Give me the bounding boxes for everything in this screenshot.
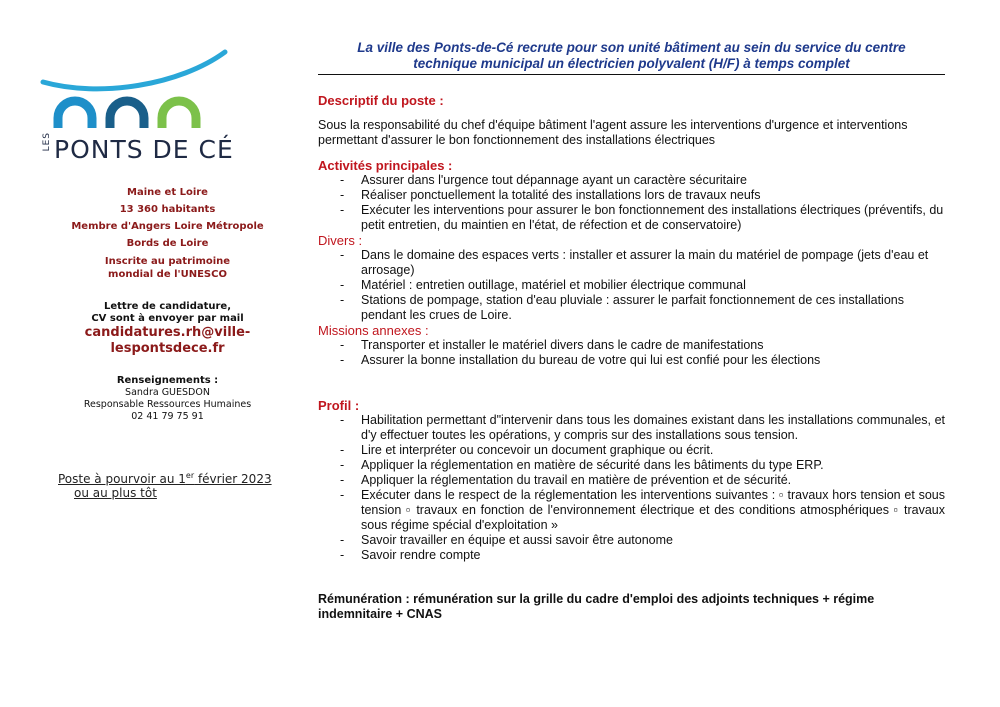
profil-list <box>318 413 945 563</box>
logo-les-text: LES <box>42 132 52 152</box>
divers-list <box>318 248 945 323</box>
list-item: - Appliquer la réglementation en matière de sécurité dans les bâtiments du type ERP. <box>318 458 945 473</box>
page-title <box>318 40 945 75</box>
info-line: 13 360 habitants <box>119 204 216 215</box>
list-item: - Assurer dans l'urgence tout dépannage ayant un caractère sécuritaire <box>318 173 945 188</box>
list-item: - Matériel : entretien outillage, matériel et mobilier électrique communal <box>318 278 945 293</box>
contact-phone: 02 41 79 75 91 <box>131 411 204 422</box>
start-date-sup: er <box>185 471 195 480</box>
list-item: - Habilitation permettant d"intervenir dans tous les domaines existant dans les installations communales, et d'y effectuer toutes les opérations, y compris sur des installations sous tension. <box>318 413 945 443</box>
unesco-line: Inscrite au patrimoine <box>104 256 231 267</box>
start-date-line2: ou au plus tôt <box>74 486 157 500</box>
list-item: - Transporter et installer le matériel divers dans le cadre de manifestations <box>318 338 945 353</box>
list-item: - Dans le domaine des espaces verts : installer et assurer la main du matériel de pompage (jets d'eau et arrosage) <box>318 248 945 278</box>
contact-heading: Renseignements : <box>116 375 219 386</box>
section-heading-profil: Profil : <box>318 398 360 413</box>
missions-list <box>318 338 945 368</box>
section-heading-descriptif: Descriptif du poste : <box>318 93 444 108</box>
unesco-line: mondial de l'UNESCO <box>108 269 227 280</box>
list-item: - Appliquer la réglementation du travail en matière de prévention et de sécurité. <box>318 473 945 488</box>
info-line: Maine et Loire <box>127 187 208 198</box>
city-info <box>40 184 295 423</box>
info-line: Membre d'Angers Loire Métropole <box>71 221 264 232</box>
activites-list <box>318 173 945 233</box>
list-item: - Savoir travailler en équipe et aussi savoir être autonome <box>318 533 945 548</box>
application-line: Lettre de candidature, <box>103 301 232 312</box>
les-ponts-de-ce-logo <box>40 40 240 170</box>
remuneration-text: Rémunération : rémunération sur la grille du cadre d'emploi des adjoints techniques + régime indemnitaire + CNAS <box>318 592 875 621</box>
sidebar <box>40 40 295 423</box>
section-heading-activites: Activités principales : <box>318 158 453 173</box>
list-item: - Lire et interpréter ou concevoir un document graphique ou écrit. <box>318 443 945 458</box>
list-item: - Exécuter les interventions pour assurer le bon fonctionnement des installations électriques (préventifs, du petit entretien, du maintien en l'état, de réfection et de conservatoire) <box>318 203 945 233</box>
title-line: La ville des Ponts-de-Cé recrute pour son unité bâtiment au sein du service du centre <box>357 40 906 55</box>
section-heading-missions: Missions annexes : <box>318 323 429 338</box>
info-line: Bords de Loire <box>126 238 209 249</box>
start-date-text: Poste à pourvoir au 1 <box>58 472 186 486</box>
start-date-note <box>58 469 272 500</box>
contact-name: Sandra GUESDON <box>125 387 210 398</box>
descriptif-text: Sous la responsabilité du chef d'équipe bâtiment l'agent assure les interventions d'urgence et interventions permettant d'assurer le bon fonctionnement des installations électriques <box>318 118 908 147</box>
start-date-month: février 2023 <box>194 472 272 486</box>
section-heading-divers: Divers : <box>318 233 363 248</box>
list-item: - Réaliser ponctuellement la totalité des installations lors de travaux neufs <box>318 188 945 203</box>
email-link[interactable]: candidatures.rh@ville- <box>84 325 251 340</box>
list-item: - Assurer la bonne installation du bureau de votre qui lui est confié pour les élections <box>318 353 945 368</box>
list-item: - Stations de pompage, station d'eau pluviale : assurer le parfait fonctionnement de ces installations pendant les crues de Loire. <box>318 293 945 323</box>
email-link[interactable]: lespontsdece.fr <box>110 341 225 356</box>
title-line: technique municipal un électricien polyvalent (H/F) à temps complet <box>413 56 850 71</box>
application-line: CV sont à envoyer par mail <box>91 313 244 324</box>
list-item: - Exécuter dans le respect de la réglementation les interventions suivantes : ▫ travaux hors tension et sous tension ▫ travaux en fonction de l'environnement électrique et des conditions atmosphériques ▫ travaux sous régime spécial d'exploitation » <box>318 488 945 533</box>
contact-role: Responsable Ressources Humaines <box>83 399 252 410</box>
list-item: - Savoir rendre compte <box>318 548 945 563</box>
job-description <box>318 40 945 622</box>
logo-name-text: PONTS DE CÉ <box>54 135 234 164</box>
